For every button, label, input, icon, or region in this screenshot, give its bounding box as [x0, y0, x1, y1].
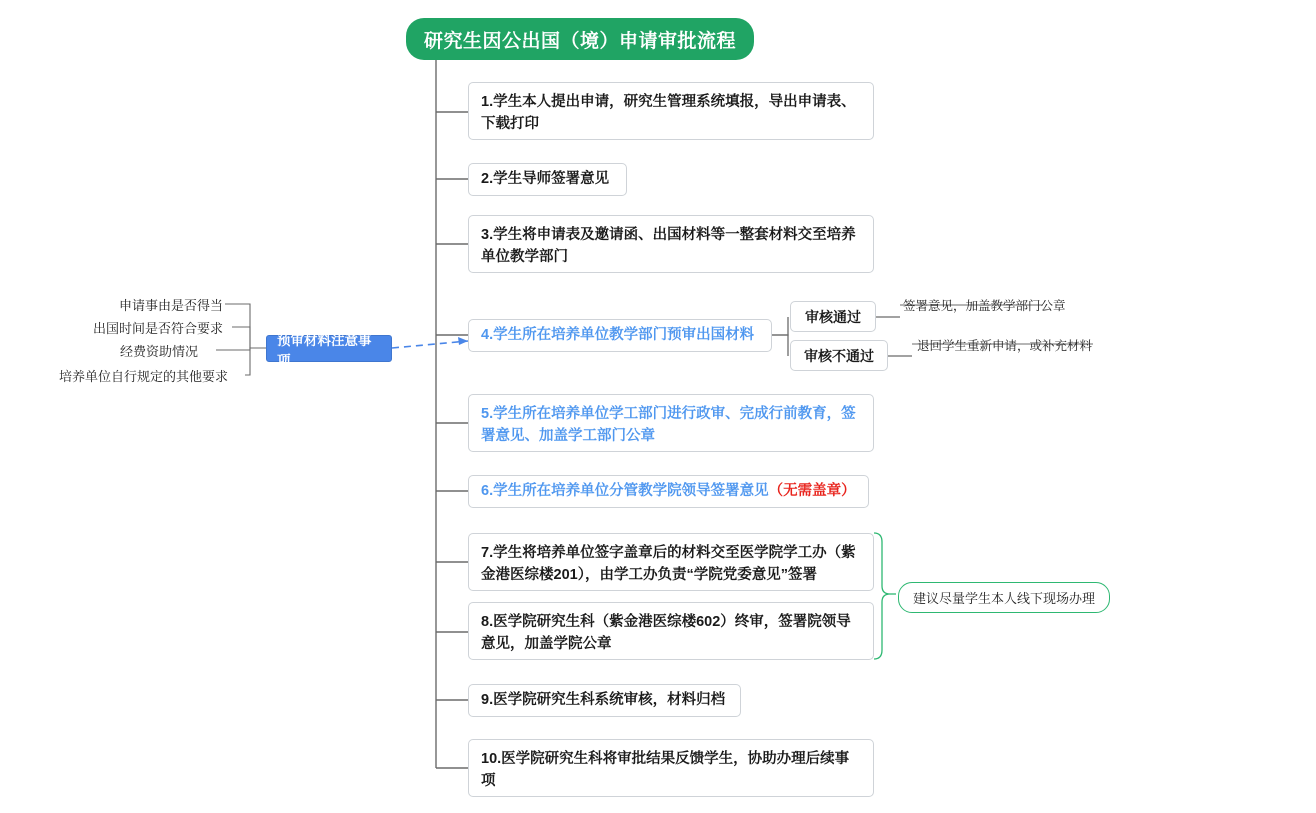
step-label-10: 10.医学院研究生科将审批结果反馈学生，协助办理后续事项	[481, 751, 850, 790]
step-node-1[interactable]	[468, 82, 874, 140]
step-label-9: 9.医学院研究生科系统审核，材料归档	[481, 692, 726, 709]
root-node[interactable]	[406, 18, 754, 60]
result-label-pass: 审核通过	[805, 308, 861, 325]
note-item-0: 申请事由是否得当	[119, 298, 224, 313]
step-node-6[interactable]	[468, 475, 869, 508]
step-label-3: 3.学生将申请表及邀请函、出国材料等一整套材料交至培养单位教学部门	[481, 227, 856, 266]
step-node-9[interactable]	[468, 684, 741, 717]
step-label-7: 7.学生将培养单位签字盖章后的材料交至医学院学工办（紫金港医综楼201），由学工办负责“学院党委意见”签署	[481, 545, 856, 584]
callout-text: 建议尽量学生本人线下现场办理	[913, 591, 1096, 606]
step-node-2[interactable]	[468, 163, 627, 196]
note-title: 预审材料注意事项	[277, 332, 372, 368]
step-node-10[interactable]	[468, 739, 874, 797]
result-outcome-fail: 退回学生重新申请，或补充材料	[917, 339, 1093, 353]
note-node-precheck[interactable]	[266, 332, 392, 368]
step-label-1: 1.学生本人提出申请，研究生管理系统填报，导出申请表、下载打印	[481, 94, 856, 133]
result-outcome-pass: 签署意见，加盖教学部门公章	[903, 299, 1066, 313]
result-node-fail[interactable]	[790, 340, 888, 371]
result-label-fail: 审核不通过	[804, 347, 874, 364]
note-item-3: 培养单位自行规定的其他要求	[59, 369, 229, 384]
note-item-2: 经费资助情况	[120, 344, 199, 359]
step-node-7[interactable]	[468, 533, 874, 591]
step-node-3[interactable]	[468, 215, 874, 273]
step-label-6: 6.学生所在培养单位分管教学院领导签署意见	[481, 483, 769, 500]
step-node-8[interactable]	[468, 602, 874, 660]
step-label-8: 8.医学院研究生科（紫金港医综楼602）终审，签署院领导意见，加盖学院公章	[481, 614, 851, 653]
step-label-6-suffix: （无需盖章）	[768, 483, 856, 500]
root-label: 研究生因公出国（境）申请审批流程	[424, 30, 737, 52]
note-item-1: 出国时间是否符合要求	[93, 321, 224, 336]
step-label-4: 4.学生所在培养单位教学部门预审出国材料	[481, 327, 755, 344]
result-node-pass[interactable]	[790, 301, 876, 332]
step-label-2: 2.学生导师签署意见	[481, 171, 610, 188]
callout-offline-advice	[898, 582, 1110, 613]
step-node-4[interactable]	[468, 319, 772, 352]
step-node-5[interactable]	[468, 394, 874, 452]
step-label-5: 5.学生所在培养单位学工部门进行政审、完成行前教育，签署意见、加盖学工部门公章	[481, 406, 856, 445]
